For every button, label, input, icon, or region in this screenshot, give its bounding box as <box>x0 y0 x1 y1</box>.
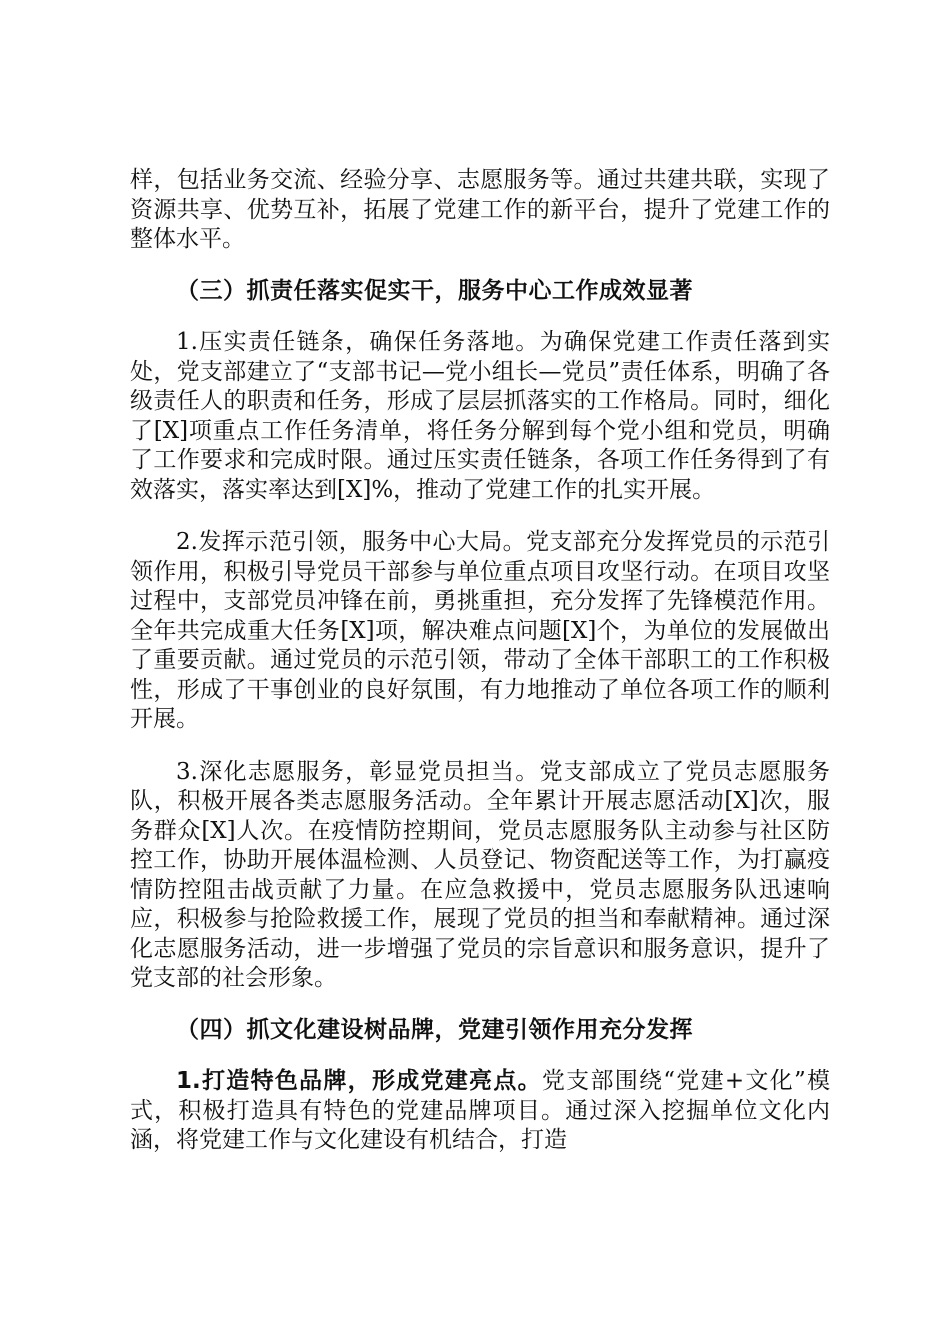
document-body <box>130 166 830 1156</box>
paragraph-3-1: 1.压实责任链条，确保任务落地。为确保党建工作责任落到实处，党支部建立了“支部书记—党小组长—党员”责任体系，明确了各级责任人的职责和任务，形成了层层抓落实的工作格局。同时，细化了[X]项重点工作任务清单，将任务分解到每个党小组和党员，明确了工作要求和完成时限。通过压实责任链条，各项工作任务得到了有效落实，落实率达到[X]%，推动了党建工作的扎实开展。 <box>130 329 830 503</box>
section-heading-4: （四）抓文化建设树品牌，党建引领作用充分发挥 <box>176 1016 693 1043</box>
section-heading-3: （三）抓责任落实促实干，服务中心工作成效显著 <box>176 277 693 304</box>
paragraph-3-3: 3.深化志愿服务，彰显党员担当。党支部成立了党员志愿服务队，积极开展各类志愿服务活动。全年累计开展志愿活动[X]次，服务群众[X]人次。在疫情防控期间，党员志愿服务队主动参与社区防控工作，协助开展体温检测、人员登记、物资配送等工作，为打赢疫情防控阻击战贡献了力量。在应急救援中，党员志愿服务队迅速响应，积极参与抢险救援工作，展现了党员的担当和奉献精神。通过深化志愿服务活动，进一步增强了党员的宗旨意识和服务意识，提升了党支部的社会形象。 <box>130 758 830 991</box>
paragraph-continuation: 样，包括业务交流、经验分享、志愿服务等。通过共建共联，实现了资源共享、优势互补，拓展了党建工作的新平台，提升了党建工作的整体水平。 <box>130 167 830 252</box>
paragraph-4-1-body: 党支部围绕“党建+文化”模式，积极打造具有特色的党建品牌项目。通过深入挖掘单位文化内涵，将党建工作与文化建设有机结合，打造 <box>130 1068 830 1153</box>
paragraph-4-1-lead: 1.打造特色品牌，形成党建亮点。 <box>176 1068 542 1094</box>
paragraph-4-1 <box>130 1067 830 1156</box>
paragraph-3-2: 2.发挥示范引领，服务中心大局。党支部充分发挥党员的示范引领作用，积极引导党员干部参与单位重点项目攻坚行动。在项目攻坚过程中，支部党员冲锋在前，勇挑重担，充分发挥了先锋模范作用。全年共完成重大任务[X]项，解决难点问题[X]个，为单位的发展做出了重要贡献。通过党员的示范引领，带动了全体干部职工的工作积极性，形成了干事创业的良好氛围，有力地推动了单位各项工作的顺利开展。 <box>130 529 830 732</box>
